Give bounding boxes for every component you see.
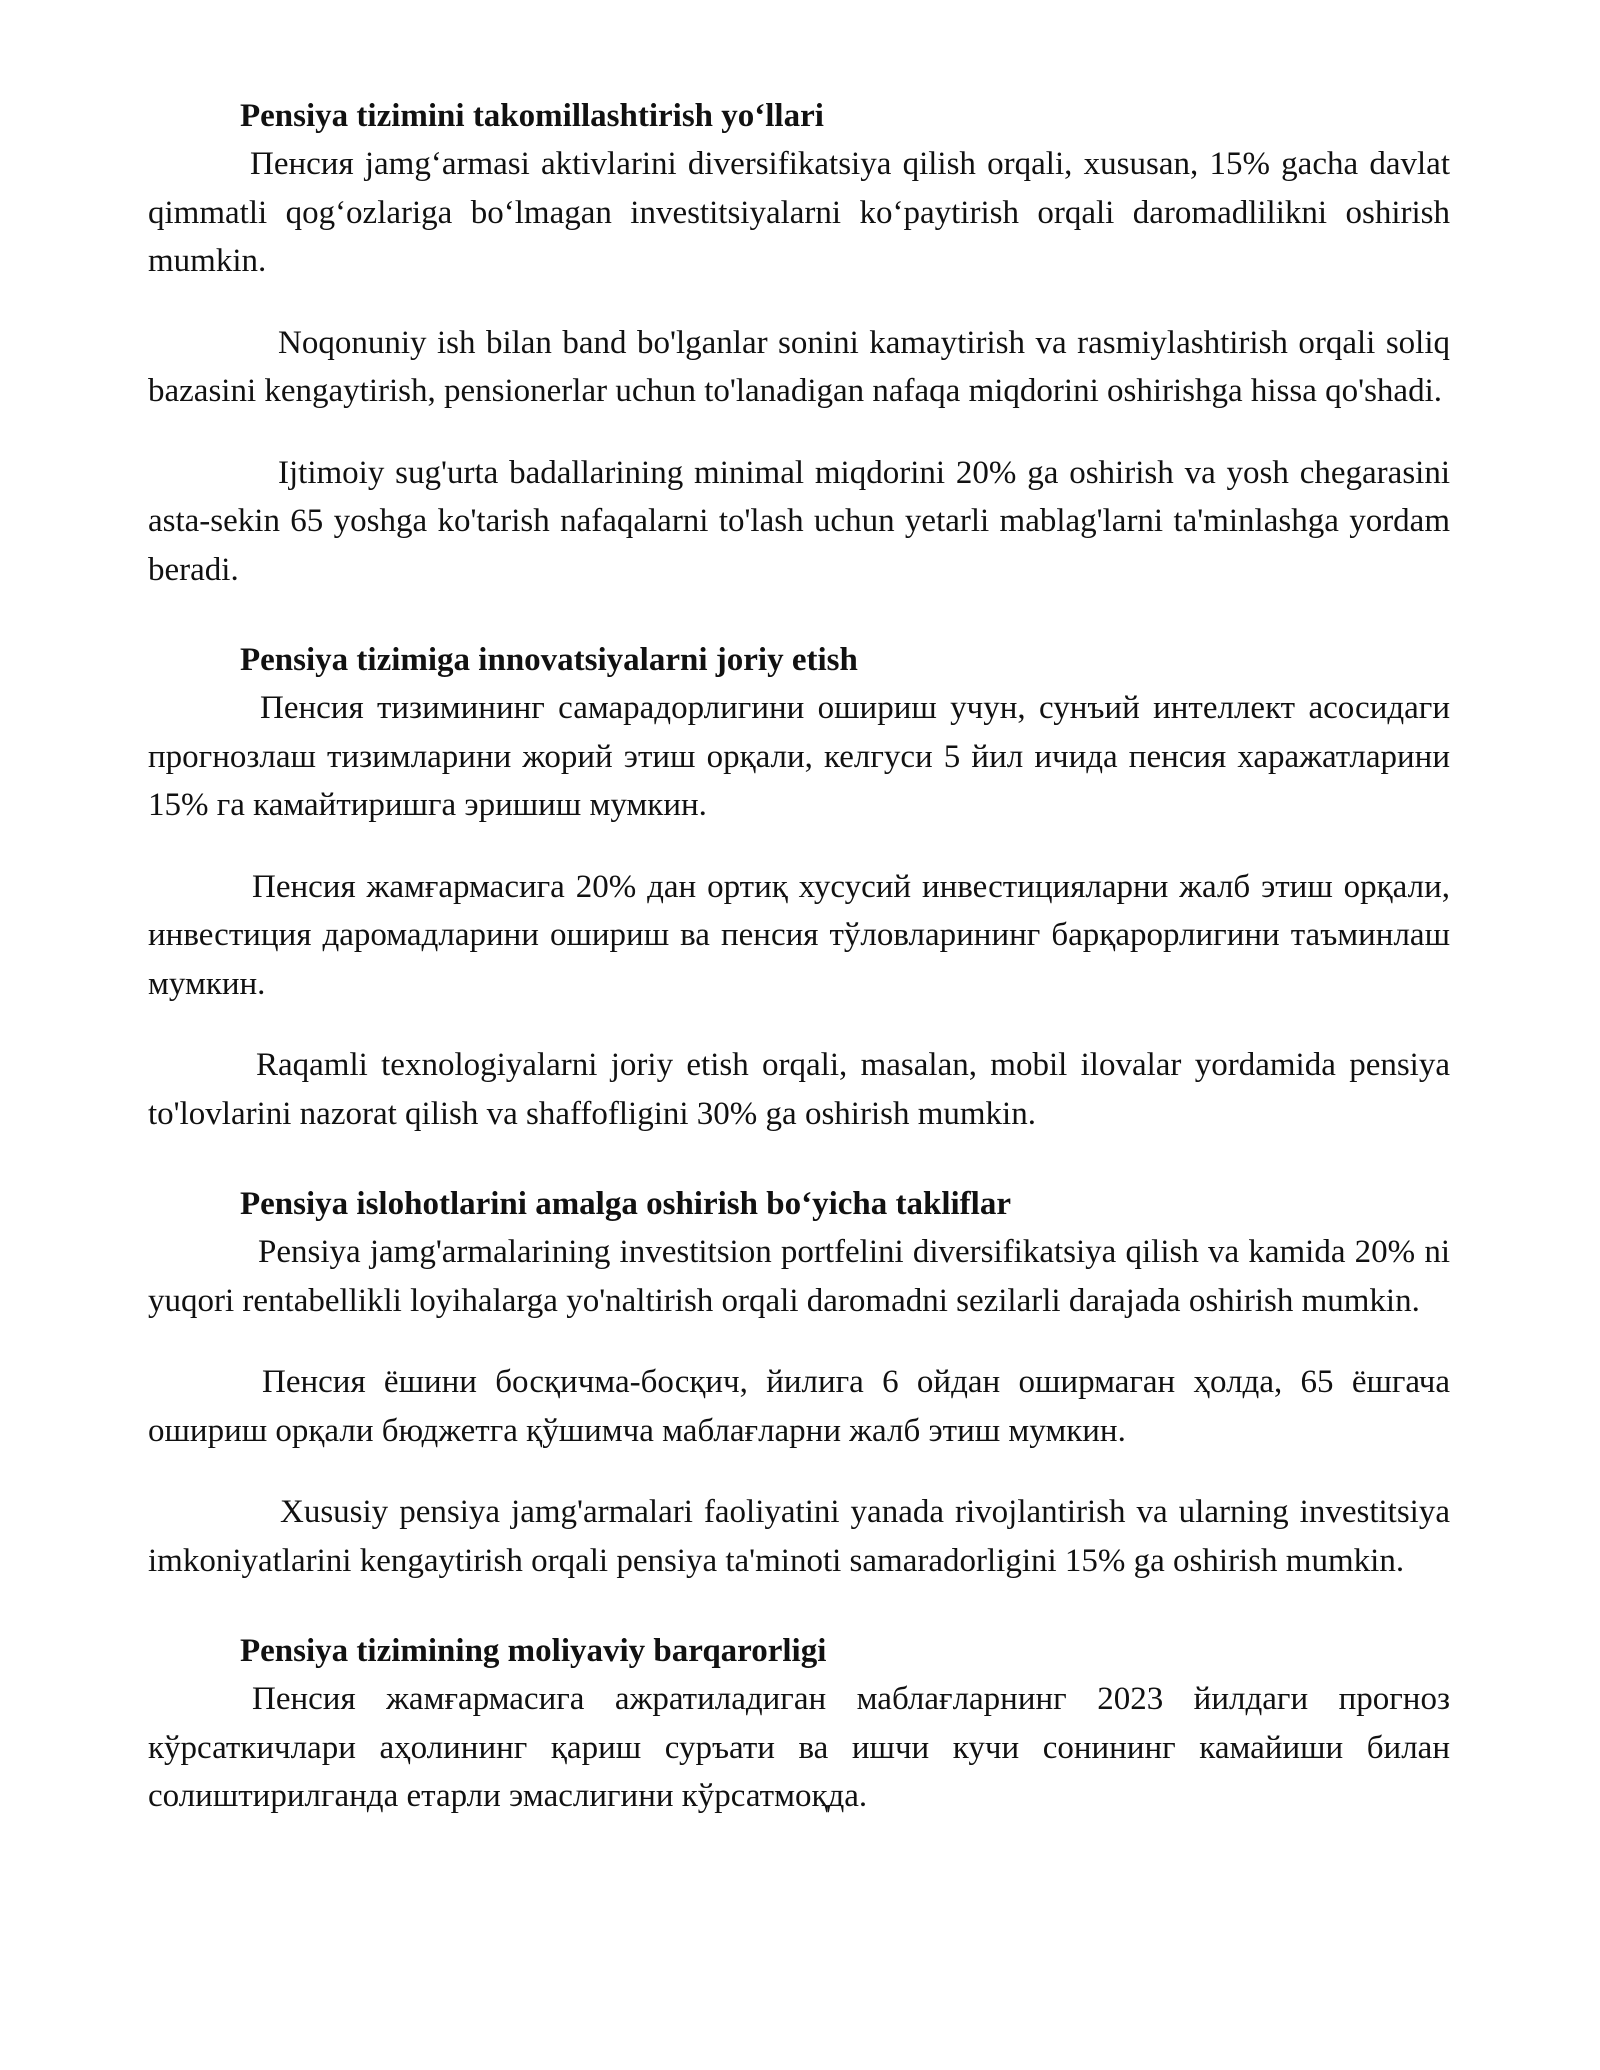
paragraph: Xususiy pensiya jamg'armalari faoliyatini yanada rivojlantirish va ularning investitsiya imkoniyatlarini kengaytirish orqali pensiya ta'minoti samaradorligini 15% ga oshirish mumkin. bbox=[148, 1494, 1450, 1579]
section-improvement-ways bbox=[148, 92, 1450, 594]
paragraph: Пенсия жамғармасига ажратиладиган маблағларнинг 2023 йилдаги прогноз кўрсаткичлари аҳолининг қариш суръати ва ишчи кучи сонининг камайиши билан солиштирилганда етарли эмаслигини кўрсатмоқда. bbox=[148, 1681, 1450, 1814]
section-innovations bbox=[148, 636, 1450, 1138]
paragraph: Noqonuniy ish bilan band bo'lganlar sonini kamaytirish va rasmiylashtirish orqali soliq bazasini kengaytirish, pensionerlar uchun to'lanadigan nafaqa miqdorini oshirishga hissa qo'shadi. bbox=[148, 324, 1450, 409]
paragraph: Ijtimoiy sug'urta badallarining minimal miqdorini 20% ga oshirish va yosh chegarasini asta-sekin 65 yoshga ko'tarish nafaqalarni to'lash uchun yetarli mablag'larni ta'minlashga yordam beradi. bbox=[148, 454, 1450, 588]
paragraph: Пенсия тизимининг самарадорлигини ошириш учун, сунъий интеллект асосидаги прогнозлаш тизимларини жорий этиш орқали, келгуси 5 йил ичида пенсия харажатларини 15% га камайтиришга эришиш мумкин. bbox=[148, 690, 1450, 823]
section-heading: Pensiya tizimini takomillashtirish yo‘llari bbox=[240, 98, 824, 134]
paragraph: Raqamli texnologiyalarni joriy etish orqali, masalan, mobil ilovalar yordamida pensiya to'lovlarini nazorat qilish va shaffofligini 30% ga oshirish mumkin. bbox=[148, 1047, 1450, 1132]
document-page bbox=[148, 92, 1450, 1863]
section-heading: Pensiya tizimiga innovatsiyalarni joriy etish bbox=[240, 642, 858, 678]
paragraph: Пенсия jamg‘armasi aktivlarini diversifikatsiya qilish orqali, xususan, 15% gacha davlat qimmatli qog‘ozlariga bo‘lmagan investitsiyalarni ko‘paytirish orqali daromadlilikni oshirish mumkin. bbox=[148, 146, 1450, 279]
paragraph: Pensiya jamg'armalarining investitsion portfelini diversifikatsiya qilish va kamida 20% ni yuqori rentabellikli loyihalarga yo'naltirish orqali daromadni sezilarli darajada oshirish mumkin. bbox=[148, 1234, 1450, 1319]
paragraph: Пенсия ёшини босқичма-босқич, йилига 6 ойдан оширмаган ҳолда, 65 ёшгача ошириш орқали бюджетга қўшимча маблағларни жалб этиш мумкин. bbox=[148, 1364, 1450, 1449]
section-reform-proposals bbox=[148, 1180, 1450, 1585]
section-financial-stability bbox=[148, 1627, 1450, 1821]
section-heading: Pensiya tizimining moliyaviy barqarorligi bbox=[240, 1633, 827, 1669]
paragraph: Пенсия жамғармасига 20% дан ортиқ хусусий инвестицияларни жалб этиш орқали, инвестиция даромадларини ошириш ва пенсия тўловларининг барқарорлигини таъминлаш мумкин. bbox=[148, 868, 1450, 1002]
section-heading: Pensiya islohotlarini amalga oshirish bo‘yicha takliflar bbox=[240, 1186, 1011, 1222]
